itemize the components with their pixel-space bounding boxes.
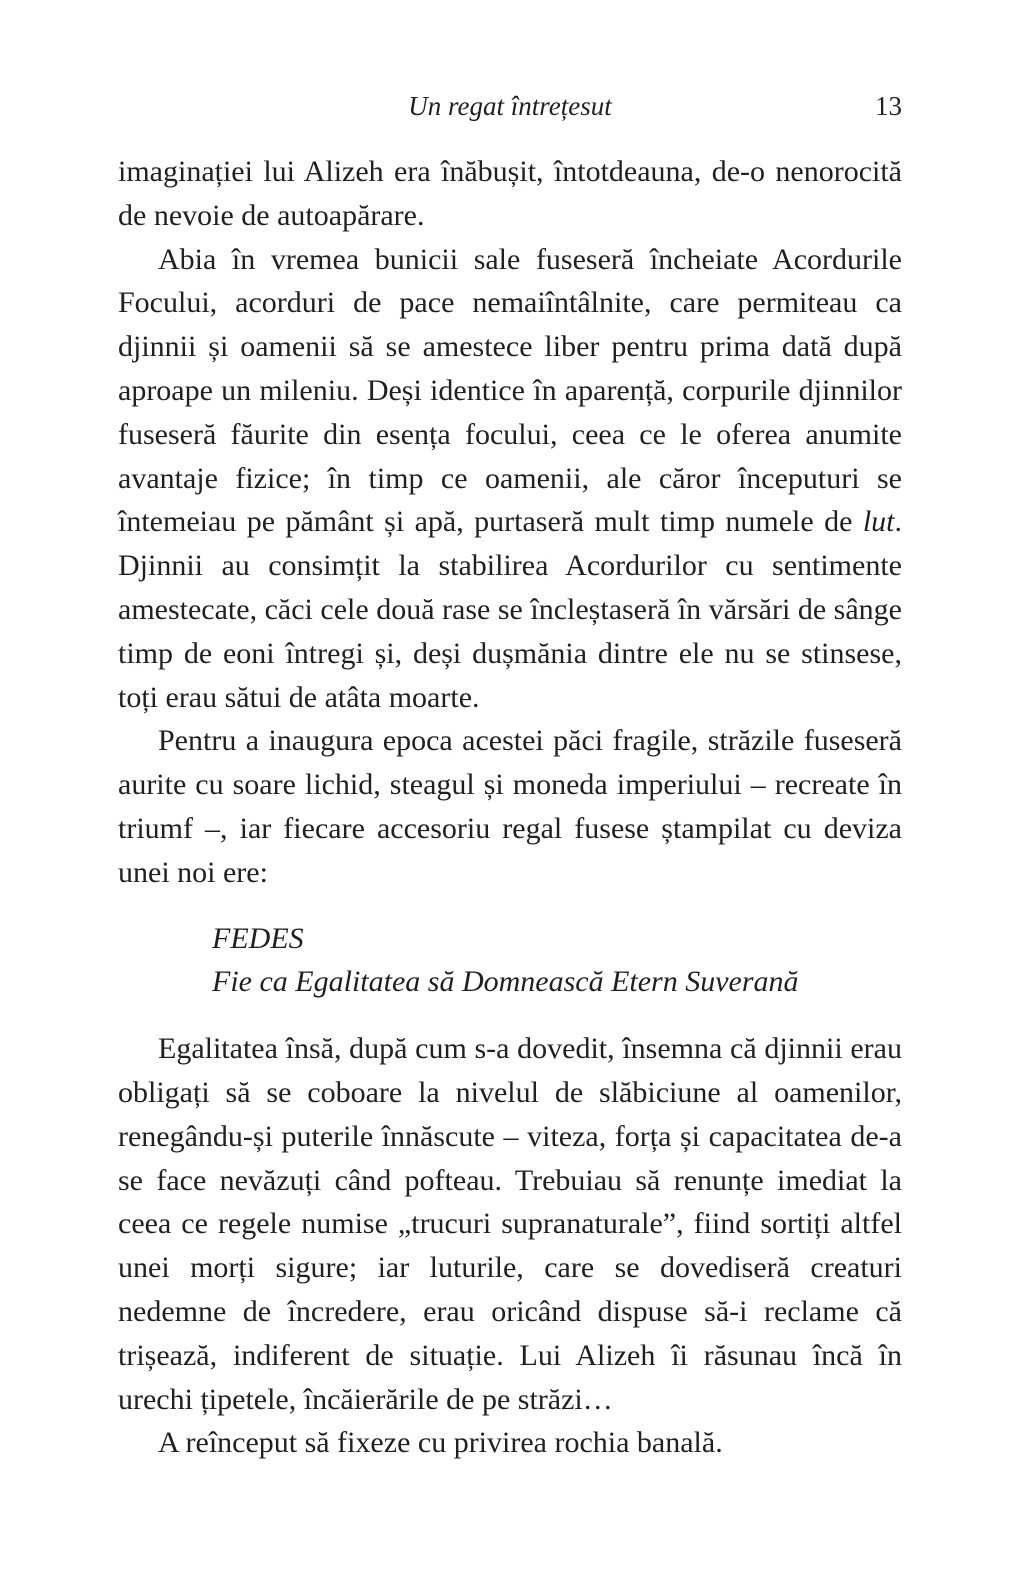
motto-title: FEDES [212, 921, 304, 955]
running-header [118, 86, 902, 126]
page-number: 13 [875, 91, 902, 121]
paragraph-accords-text: Abia în vremea bunicii sale fuseseră încheiate Acordurile Focului, acorduri de pace nemaiîntâlnite, care permiteau ca djinnii și oamenii să se amestece liber pentru prima dată după aproape un mileniu. Deși identice în aparență, corpurile djinnilor fuseseră făurite din esența focului, ceea ce le oferea anumite avantaje fizice; în timp ce oamenii, ale căror începuturi se întemeiau pe pământ și apă, purtaseră mult timp numele de [118, 242, 902, 539]
paragraph-dress: A reînceput să fixeze cu privirea rochia banală. [158, 1426, 723, 1460]
motto-block [212, 917, 902, 1005]
paragraph-equality: Egalitatea însă, după cum s-a dovedit, însemna că djinnii erau obligați să se coboare la nivelul de slăbiciune al oamenilor, renegându-și puterile înnăscute – viteza, forța și capacitatea de-a se face nevăzuți când pofteau. Trebuiau să renunțe imediat la ceea ce regele numise „trucuri supranaturale”, fiind sortiți altfel unei morți sigure; iar luturile, care se dovediseră creaturi nedemne de încredere, erau oricând dispuse să-i reclame că trișează, indiferent de situație. Lui Alizeh îi răsunau încă în urechi țipetele, încăierările de pe străzi… [118, 1032, 902, 1416]
paragraph-inauguration: Pentru a inaugura epoca acestei păci fragile, străzile fuseseră aurite cu soare lichid, steagul și moneda imperiului – recreate în triumf –, iar fiecare accesoriu regal fusese ștampilat cu deviza unei noi ere: [118, 724, 902, 889]
paragraph-continued: imaginației lui Alizeh era înăbușit, întotdeauna, de-o nenorocită de nevoie de autoapărare. [118, 155, 902, 232]
body-text [118, 150, 902, 1465]
motto-line: Fie ca Egalitatea să Domnească Etern Suverană [212, 965, 799, 999]
running-title: Un regat întrețesut [408, 91, 612, 121]
paragraph-accords-end: . Djinnii au consimțit la stabilirea Acordurilor cu sentimente amestecate, căci cele două rase se încleștaseră în vărsări de sânge timp de eoni întregi și, deși dușmănia dintre ele nu se stinsese, toți erau sătui de atâta moarte. [118, 505, 902, 714]
italic-word-lut: lut [862, 505, 895, 539]
paragraph-accords [118, 238, 902, 720]
